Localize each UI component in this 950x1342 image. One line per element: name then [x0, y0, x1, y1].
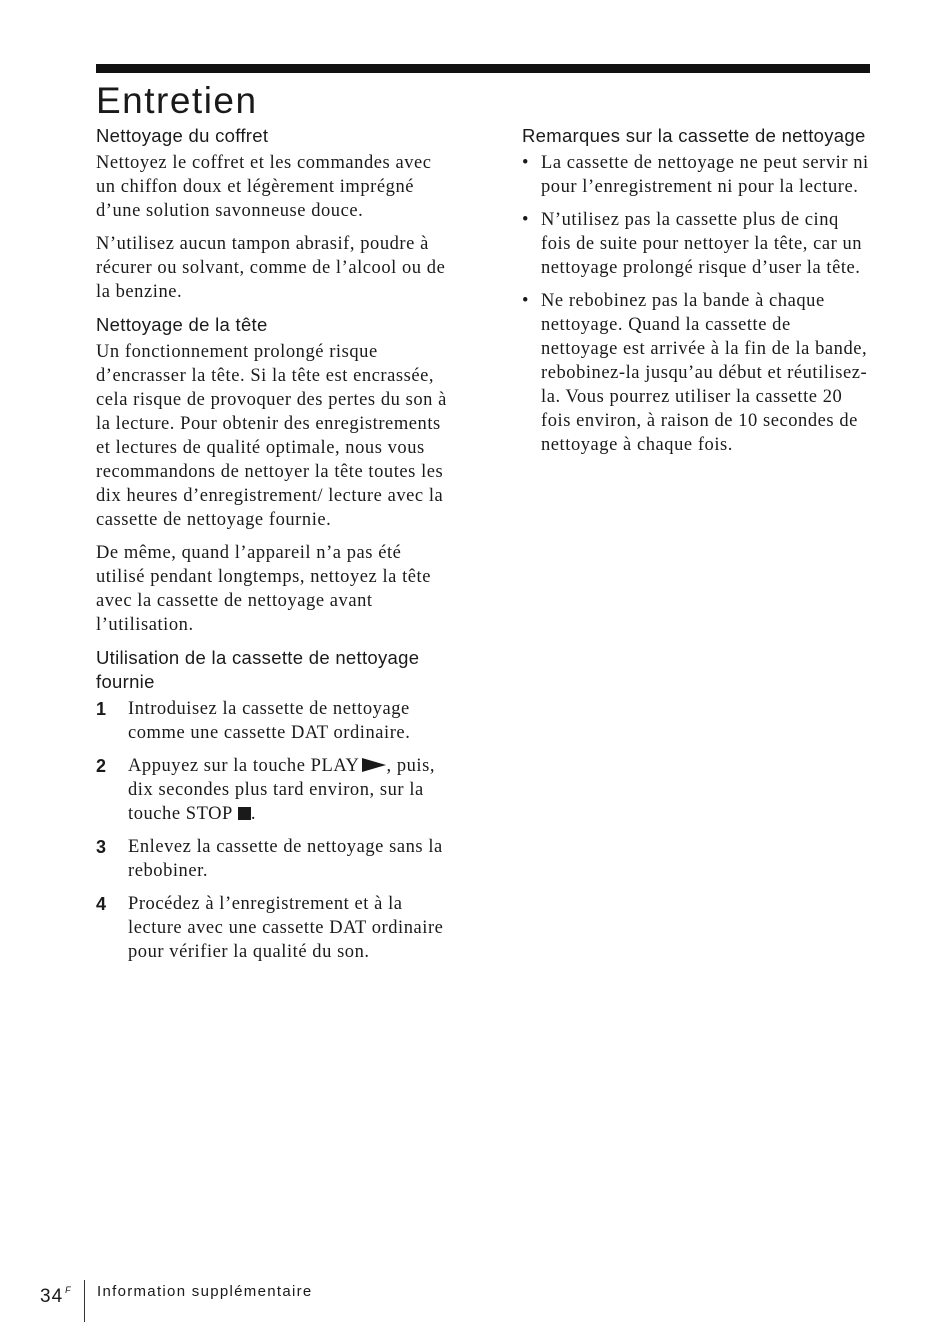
bullet-text: N’utilisez pas la cassette plus de cinq fois de suite pour nettoyer la tête, car un nettoyage prolongé risque d’user la tête.: [541, 210, 863, 278]
left-column: [96, 124, 452, 973]
step-text: Procédez à l’enregistrement et à la lecture avec une cassette DAT ordinaire pour vérifier la qualité du son.: [128, 894, 444, 962]
page-number-value: 34: [40, 1286, 64, 1307]
step-item: [96, 835, 452, 883]
bullet-text: Ne rebobinez pas la bande à chaque nettoyage. Quand la cassette de nettoyage est arrivée à la fin de la bande, rebobinez-la jusqu’au début et réutilisez-la. Vous pourrez utiliser la cassette 20 fois environ, à raison de 10 secondes de nettoyage à chaque fois.: [541, 291, 868, 455]
section-heading-coffret: Nettoyage du coffret: [96, 125, 269, 146]
step-item: [96, 697, 452, 745]
step-text-part: , puis, dix secondes plus tard environ, sur la touche STOP: [128, 756, 436, 824]
bullet-item: [522, 151, 872, 199]
step-number: 1: [96, 699, 107, 719]
step-text: Introduisez la cassette de nettoyage comme une cassette DAT ordinaire.: [128, 699, 411, 743]
paragraph: Nettoyez le coffret et les commandes avec un chiffon doux et légèrement imprégné d’une solution savonneuse douce.: [96, 153, 432, 221]
step-number: 3: [96, 837, 107, 857]
header-rule: [96, 64, 870, 73]
page-title: Entretien: [96, 80, 258, 121]
paragraph: N’utilisez aucun tampon abrasif, poudre à récurer ou solvant, comme de l’alcool ou de la benzine.: [96, 234, 446, 302]
step-text: Enlevez la cassette de nettoyage sans la rebobiner.: [128, 837, 443, 881]
section-heading-remarques: Remarques sur la cassette de nettoyage: [522, 125, 866, 146]
bullet-dot: •: [522, 153, 529, 173]
bullet-text: La cassette de nettoyage ne peut servir ni pour l’enregistrement ni pour la lecture.: [541, 153, 869, 197]
page-number-suffix: F: [65, 1285, 72, 1295]
paragraph: Un fonctionnement prolongé risque d’encrasser la tête. Si la tête est encrassée, cela risque de provoquer des pertes du son à la lecture. Pour obtenir des enregistrements et lectures de qualité optimale, nous vous recommandons de nettoyer la tête toutes les dix heures d’enregistrement/ lecture avec la cassette de nettoyage fournie.: [96, 342, 447, 530]
step-text: [128, 754, 452, 826]
bullet-dot: •: [522, 210, 529, 230]
step-item: [96, 892, 452, 964]
step-item: [96, 754, 452, 826]
page-number: [40, 1278, 72, 1309]
right-column: [522, 124, 872, 466]
bullet-item: [522, 289, 872, 457]
step-text-part: .: [250, 804, 257, 824]
play-icon: [362, 758, 386, 772]
bullet-item: [522, 208, 872, 280]
paragraph: De même, quand l’appareil n’a pas été utilisé pendant longtemps, nettoyez la tête avec la cassette de nettoyage avant l’utilisation.: [96, 543, 431, 635]
step-number: 4: [96, 894, 107, 914]
section-heading-tete: Nettoyage de la tête: [96, 314, 268, 335]
stop-icon: [238, 807, 251, 820]
footer-section-label: Information supplémentaire: [97, 1283, 313, 1300]
step-text-part: Appuyez sur la touche PLAY: [128, 756, 360, 776]
bullet-dot: •: [522, 291, 529, 311]
footer-divider: [84, 1280, 85, 1322]
step-number: 2: [96, 756, 107, 776]
section-heading-utilisation: Utilisation de la cassette de nettoyage fournie: [96, 647, 420, 692]
